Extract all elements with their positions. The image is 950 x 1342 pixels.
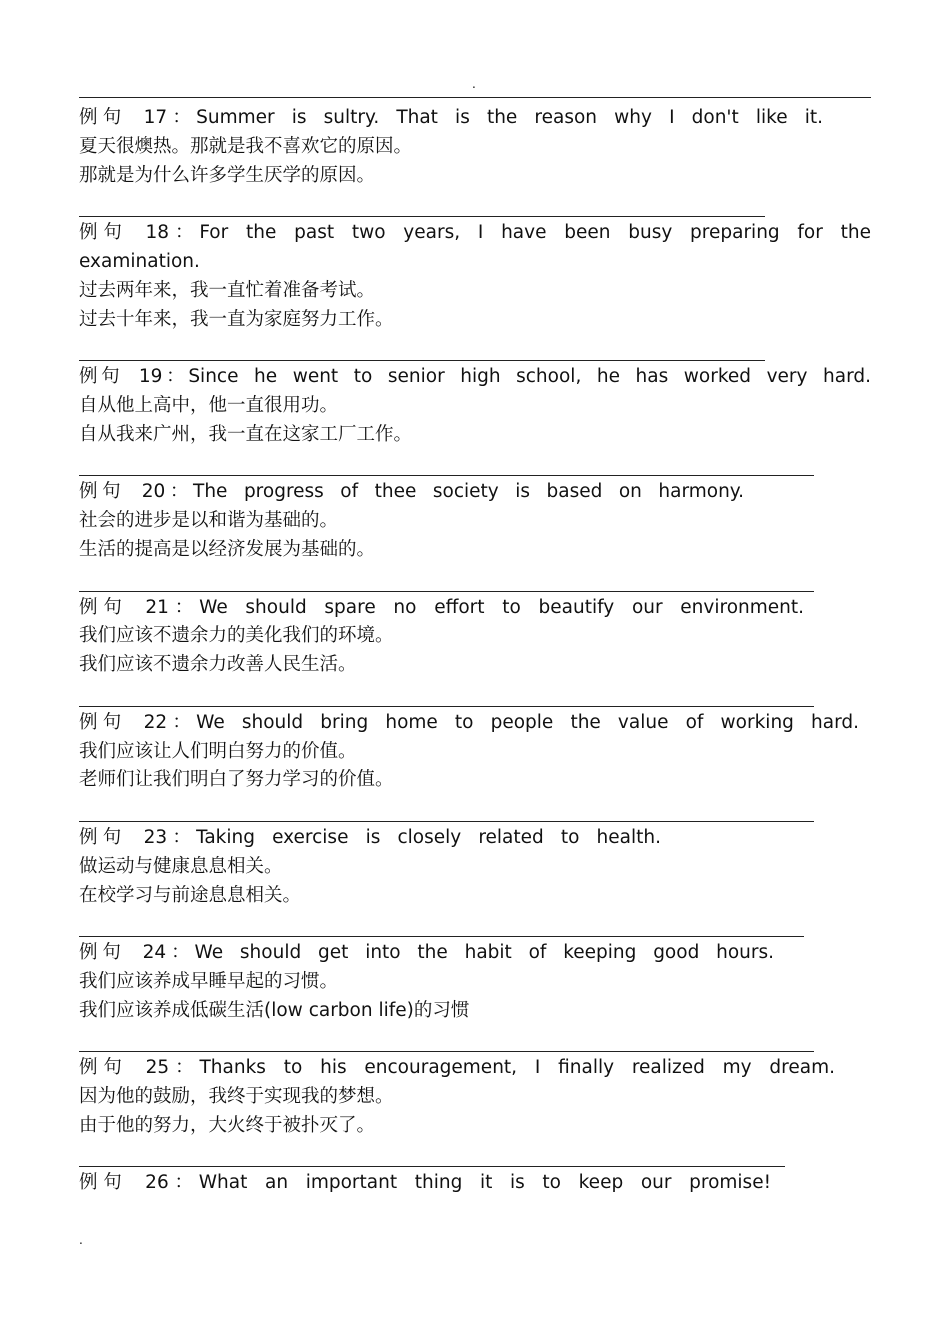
english-text: Summer is sultry. That is the reason why I don't like it. — [196, 107, 824, 128]
example-sentence — [79, 363, 871, 392]
example-sentence — [79, 104, 823, 133]
answer-line — [79, 216, 765, 217]
answer-blank — [79, 450, 871, 479]
sentence-entry — [79, 104, 871, 219]
sentence-entry — [79, 1169, 871, 1198]
answer-blank — [79, 1141, 871, 1170]
english-text: For the past two years, I have been busy preparing for — [199, 222, 823, 244]
header-rule — [79, 97, 871, 98]
practice-sentence: 生活的提高是以经济发展为基础的。 — [79, 538, 376, 560]
example-label: 例句 22： — [79, 711, 197, 733]
answer-line — [79, 360, 765, 361]
example-label: 例句 20： — [79, 481, 194, 503]
sentence-entry — [79, 1054, 871, 1169]
example-label: 例句 24： — [79, 942, 195, 964]
example-label: 例句 17： — [79, 107, 197, 128]
sentence-entry — [79, 363, 871, 478]
example-sentence — [79, 478, 744, 507]
practice-sentence: 由于他的努力，大火终于被扑灭了。 — [79, 1114, 376, 1136]
answer-blank — [79, 680, 871, 709]
answer-blank — [79, 1026, 871, 1055]
english-text: We should get into the habit of keeping good hours. — [194, 942, 775, 964]
chinese-translation: 社会的进步是以和谐为基础的。 — [79, 510, 339, 532]
chinese-translation: 自从他上高中，他一直很用功。 — [79, 394, 339, 416]
answer-blank — [79, 334, 871, 363]
answer-line — [79, 706, 814, 707]
answer-line — [79, 821, 814, 822]
example-label: 例句 21： — [79, 596, 200, 618]
sentence-entry — [79, 939, 871, 1054]
english-text: What an important thing it is to keep our promise! — [198, 1172, 771, 1194]
example-sentence — [79, 824, 661, 853]
example-sentence — [79, 1169, 771, 1198]
english-text: We should spare no effort to beautify our environment. — [199, 596, 805, 618]
answer-line — [79, 1051, 814, 1052]
practice-sentence: 我们应该不遗余力改善人民生活。 — [79, 654, 357, 676]
chinese-translation: 过去两年来，我一直忙着准备考试。 — [79, 279, 376, 301]
chinese-translation: 我们应该让人们明白努力的价值。 — [79, 740, 357, 762]
english-text: hard. — [823, 366, 872, 388]
example-sentence — [79, 1054, 835, 1083]
answer-blank — [79, 565, 871, 594]
chinese-translation: 我们应该养成早睡早起的习惯。 — [79, 970, 339, 992]
practice-sentence: 过去十年来，我一直为家庭努力工作。 — [79, 308, 394, 330]
sentence-entry — [79, 478, 871, 593]
english-text: Thanks to his encouragement, I finally realized my dream. — [199, 1057, 835, 1079]
practice-sentence: 自从我来广州，我一直在这家工厂工作。 — [79, 423, 413, 445]
answer-blank — [79, 190, 871, 219]
sentence-entry — [79, 219, 871, 363]
footer-dot: . — [79, 1233, 83, 1247]
answer-line — [79, 1166, 785, 1167]
example-label: 例句 18： — [79, 222, 200, 244]
example-sentence — [79, 939, 774, 968]
practice-sentence: 在校学习与前途息息相关。 — [79, 884, 302, 906]
sentence-entry — [79, 824, 871, 939]
sentence-entry — [79, 594, 871, 709]
practice-sentence: 那就是为什么许多学生厌学的原因。 — [79, 164, 376, 186]
example-label: 例句 26： — [79, 1172, 199, 1194]
example-sentence — [79, 709, 859, 738]
answer-blank — [79, 910, 871, 939]
english-text: The progress of thee society is based on harmony. — [193, 481, 744, 503]
chinese-translation: 因为他的鼓励，我终于实现我的梦想。 — [79, 1086, 394, 1108]
sentence-entry — [79, 709, 871, 824]
answer-line — [79, 475, 814, 476]
chinese-translation: 我们应该不遗余力的美化我们的环境。 — [79, 625, 394, 647]
chinese-translation: 夏天很燠热。那就是我不喜欢它的原因。 — [79, 135, 413, 157]
example-label: 例句 19： — [79, 366, 189, 388]
chinese-translation: 做运动与健康息息相关。 — [79, 855, 283, 877]
english-text: Since he went to senior high school, he has worked very — [188, 366, 808, 388]
english-text: We should bring home to people the value of working hard. — [196, 711, 859, 733]
example-sentence — [79, 594, 804, 623]
practice-sentence: 我们应该养成低碳生活(low carbon life)的习惯 — [79, 999, 470, 1021]
english-text: Taking exercise is closely related to health. — [196, 826, 661, 848]
english-text: the examination. — [79, 222, 871, 272]
answer-blank — [79, 795, 871, 824]
header-dot: . — [472, 77, 476, 91]
answer-line — [79, 936, 804, 937]
example-label: 例句 25： — [79, 1057, 200, 1079]
answer-line — [79, 591, 814, 592]
sentence-list — [79, 104, 871, 1198]
example-label: 例句 23： — [79, 826, 197, 848]
example-sentence — [79, 219, 871, 277]
practice-sentence: 老师们让我们明白了努力学习的价值。 — [79, 769, 394, 791]
